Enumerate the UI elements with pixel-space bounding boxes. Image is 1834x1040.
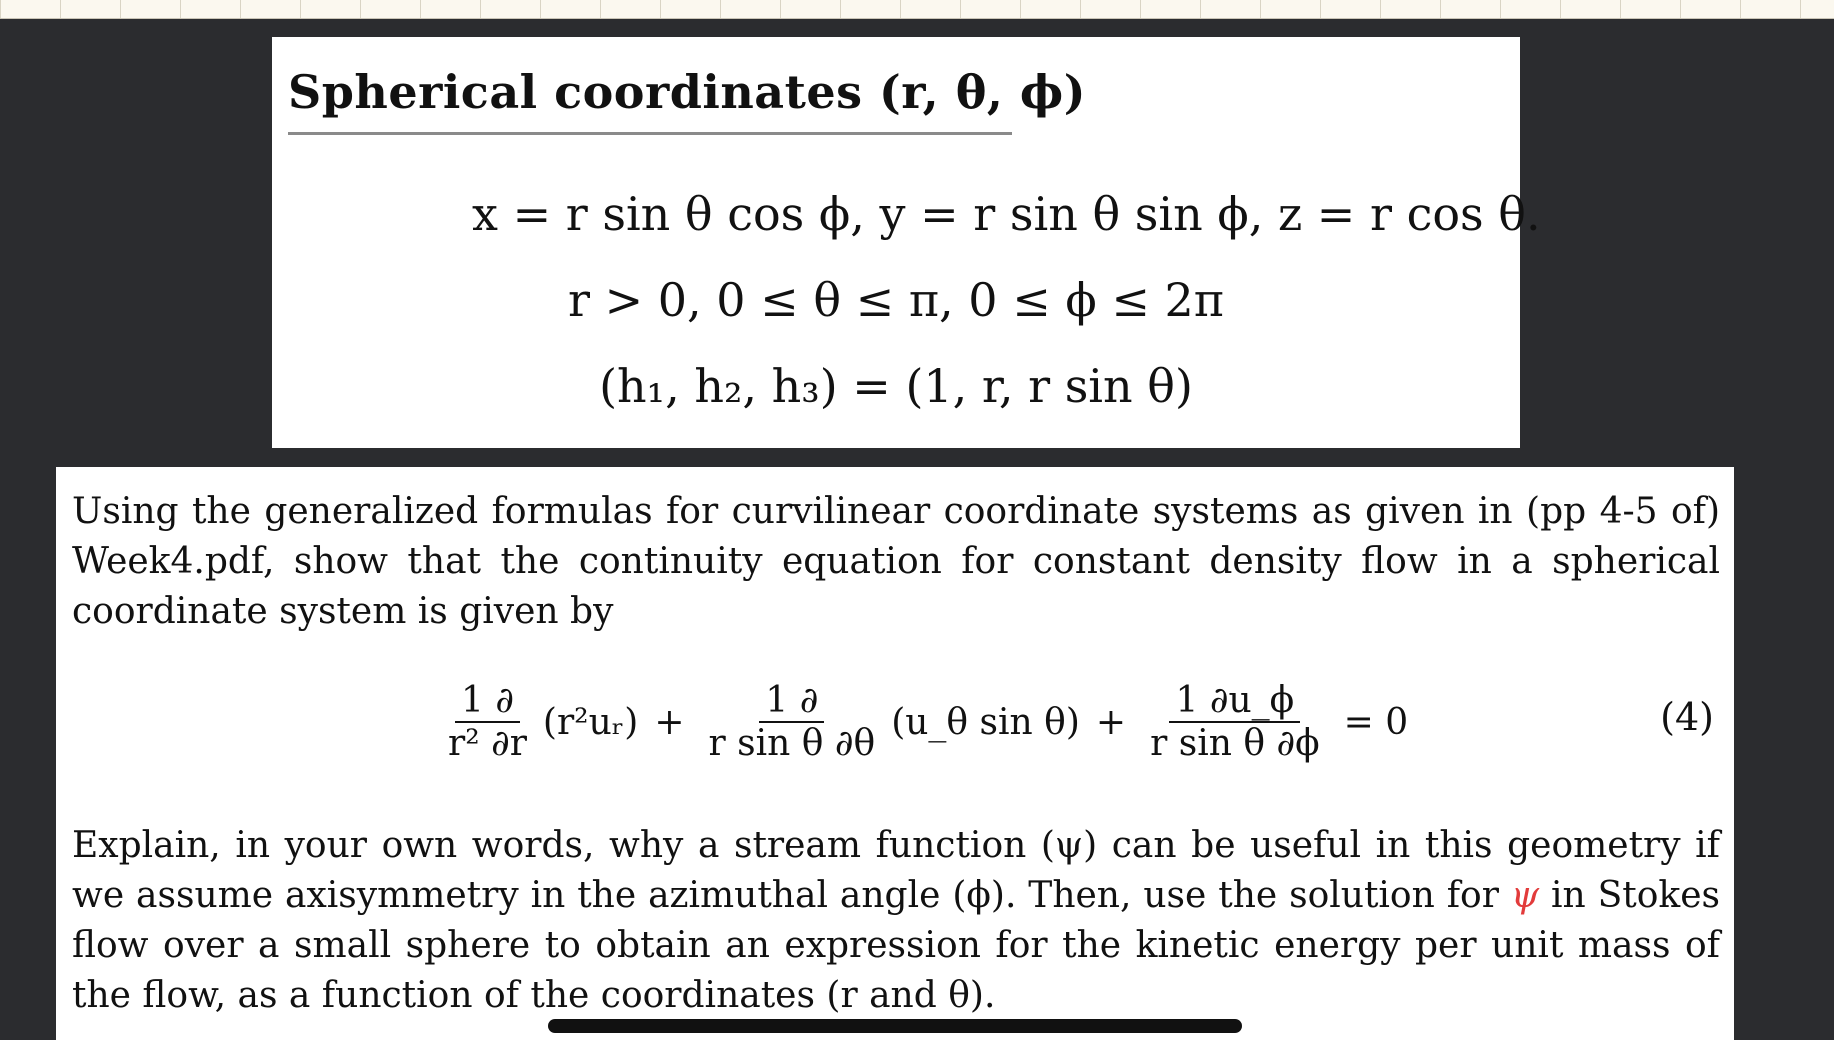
- term1-fraction: [442, 680, 533, 764]
- section-heading: Spherical coordinates (r, θ, ϕ): [288, 65, 1086, 119]
- paragraph2-text-start: Explain, in your own words, why a stream function (ψ) can be useful in this geometry if we assume axisymmetry in the azimuthal angle (ϕ). Then, use the solution for: [72, 825, 1720, 916]
- coordinate-transform-equation: x = r sin θ cos ϕ, y = r sin θ sin ϕ, z = r cos θ.: [472, 187, 1541, 241]
- term1-denominator: r² ∂r: [448, 723, 527, 764]
- equals-zero: = 0: [1343, 701, 1409, 743]
- scale-factors-equation: (h₁, h₂, h₃) = (1, r, r sin θ): [599, 359, 1193, 413]
- highlighted-psi-symbol: ψ: [1510, 875, 1540, 916]
- notebook-grid-strip: [0, 0, 1834, 19]
- problem-intro-paragraph: Using the generalized formulas for curvilinear coordinate systems as given in (pp 4-5 of) Week4.pdf, show that the continuity equation for constant density flow in a spherical coordinate system is given by: [72, 491, 1720, 632]
- plus-sign-2: +: [1095, 701, 1127, 743]
- term2-numerator: 1 ∂: [759, 680, 824, 723]
- heading-underline: [288, 132, 1012, 135]
- term3-numerator: 1 ∂u_ϕ: [1169, 680, 1300, 723]
- term2-argument: (u_θ sin θ): [891, 701, 1080, 743]
- problem-statement-card: [56, 467, 1734, 1040]
- home-indicator-bar[interactable]: [548, 1019, 1242, 1033]
- plus-sign-1: +: [654, 701, 685, 743]
- spherical-coordinates-card: [272, 37, 1541, 448]
- equation-number: (4): [1660, 695, 1714, 739]
- term1-argument: (r²uᵣ): [542, 701, 639, 743]
- term2-fraction: [703, 680, 882, 764]
- paragraph2-text-end: in Stokes flow over a small sphere to obtain an expression for the kinetic energy per unit mass of the flow, as a function of the coordinates (r and θ).: [72, 875, 1721, 1016]
- stream-function-paragraph: [72, 821, 1720, 1021]
- coordinate-range-equation: r > 0, 0 ≤ θ ≤ π, 0 ≤ ϕ ≤ 2π: [568, 273, 1224, 327]
- term3-fraction: [1144, 680, 1326, 764]
- term1-numerator: 1 ∂: [455, 680, 520, 723]
- term2-denominator: r sin θ ∂θ: [708, 723, 876, 764]
- continuity-equation: [436, 667, 1420, 777]
- term3-denominator: r sin θ ∂ϕ: [1150, 723, 1320, 764]
